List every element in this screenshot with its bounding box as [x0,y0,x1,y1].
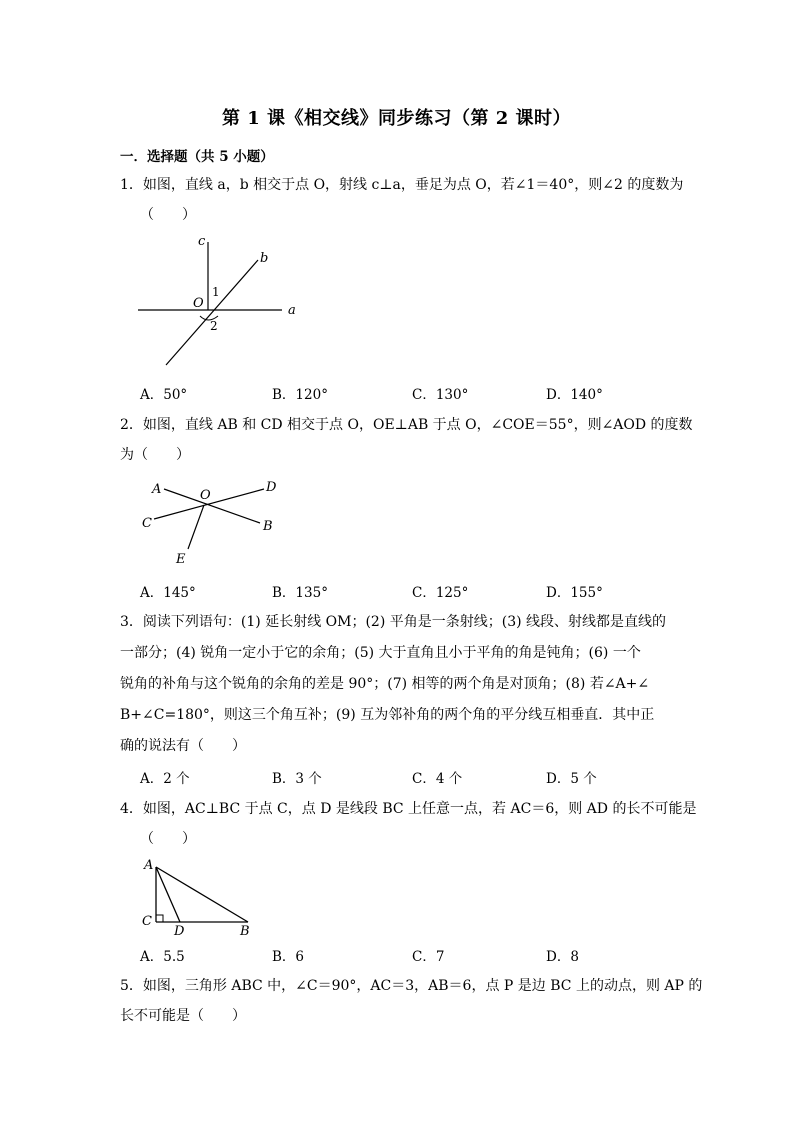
q1-label-c: c [198,234,206,249]
q4-label-A: A [144,858,154,873]
q4-label-B: B [240,924,250,939]
section-heading: 一．选择题（共 5 小题） [120,149,274,165]
q4-segment-AB [156,867,248,922]
q1-option-d: D．140° [546,387,603,403]
q5-stem-line1: 5．如图，三角形 ABC 中，∠C＝90°，AC＝3，AB＝6，点 P 是边 BC 上的动点，则 AP 的 [120,978,703,994]
q2-label-O: O [200,488,211,503]
q2-stem-line1: 2．如图，直线 AB 和 CD 相交于点 O，OE⊥AB 于点 O，∠COE＝55°，则∠AOD 的度数 [120,417,693,433]
q3-option-b: B．3 个 [272,771,322,787]
q4-stem-line2: （ ） [140,831,196,847]
q2-label-D: D [266,480,277,495]
q4-stem-line1: 4．如图，AC⊥BC 于点 C，点 D 是线段 BC 上任意一点，若 AC＝6，则 AD 的长不可能是 [120,801,697,817]
q1-option-a: A．50° [140,387,188,403]
q2-option-a: A．145° [140,585,196,601]
q3-stem-line5: 确的说法有（ ） [120,738,246,754]
q2-option-c: C．125° [412,585,469,601]
q4-option-d: D．8 [546,949,579,965]
q3-option-d: D．5 个 [546,771,597,787]
q1-option-c: C．130° [412,387,469,403]
q3-option-a: A．2 个 [140,771,190,787]
q4-figure [138,855,268,940]
q2-option-b: B．135° [272,585,328,601]
q2-label-A: A [152,482,162,497]
q5-stem-line2: 长不可能是（ ） [120,1008,246,1024]
q3-option-c: C．4 个 [412,771,463,787]
q1-figure [130,230,310,370]
q2-label-E: E [176,552,186,567]
q4-option-b: B．6 [272,949,305,965]
q3-stem-line2: 一部分；(4) 锐角一定小于它的余角；(5) 大于直角且小于平角的角是钝角；(6) 一个 [120,645,641,661]
q2-figure [140,475,290,575]
q1-option-b: B．120° [272,387,328,403]
q1-stem-line1: 1．如图，直线 a，b 相交于点 O，射线 c⊥a，垂足为点 O，若∠1＝40°，则∠2 的度数为 [120,177,684,193]
q1-label-2: 2 [210,319,218,333]
q1-stem-line2: （ ） [140,207,196,223]
q4-label-C: C [142,914,152,929]
q3-stem-line3: 锐角的补角与这个锐角的余角的差是 90°；(7) 相等的两个角是对顶角；(8) 若∠A+∠ [120,676,650,692]
page-title: 第 1 课《相交线》同步练习（第 2 课时） [221,108,572,129]
q2-stem-line2: 为（ ） [120,447,190,463]
q1-label-b: b [260,251,269,266]
q2-label-C: C [142,516,152,531]
q1-line-b [166,260,258,365]
q4-right-angle-mark [156,915,163,922]
q2-label-B: B [263,519,273,534]
q2-option-d: D．155° [546,585,603,601]
q1-label-O: O [193,296,204,311]
q2-ray-OE [188,505,204,549]
q4-segment-AD [156,867,180,922]
q3-stem-line4: B+∠C=180°，则这三个角互补；(9) 互为邻补角的两个角的平分线互相垂直．其中正 [120,707,655,723]
q4-option-a: A．5.5 [140,949,185,965]
q3-stem-line1: 3．阅读下列语句：(1) 延长射线 OM；(2) 平角是一条射线；(3) 线段、射线都是直线的 [120,614,667,630]
q1-label-1: 1 [212,285,220,299]
q1-label-a: a [288,303,296,318]
q4-label-D: D [174,924,185,939]
q4-option-c: C．7 [412,949,445,965]
